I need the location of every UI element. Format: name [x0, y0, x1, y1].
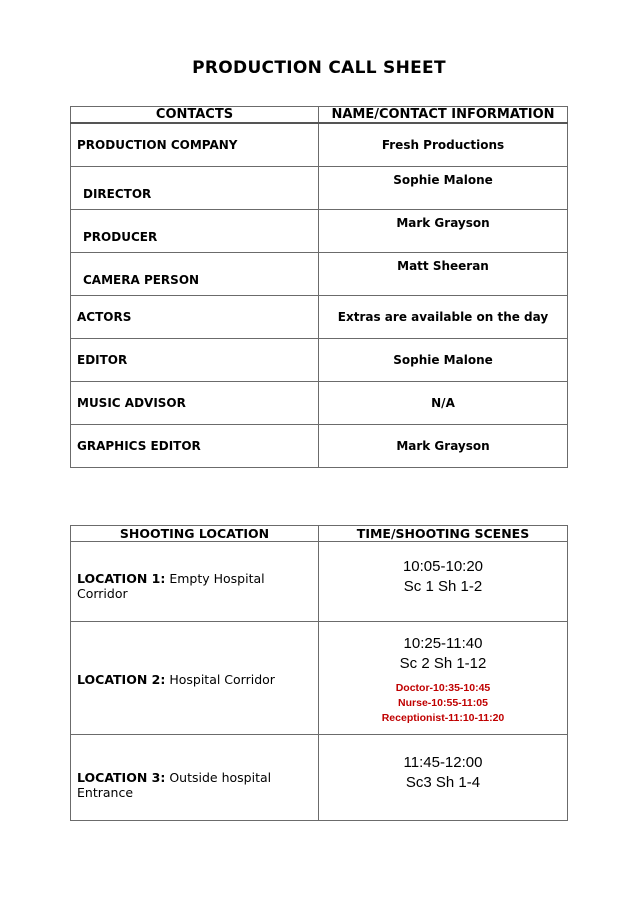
- locations-table: [70, 525, 568, 821]
- role-label: PRODUCTION COMPANY: [77, 138, 238, 152]
- role-label: ACTORS: [77, 310, 132, 324]
- time-cell: [319, 735, 568, 821]
- page-title: PRODUCTION CALL SHEET: [192, 58, 446, 78]
- location-place: Hospital Corridor: [169, 671, 275, 687]
- contact-value: Matt Sheeran: [397, 259, 489, 273]
- time-cell: [319, 622, 568, 735]
- contact-value: N/A: [431, 396, 455, 410]
- actor-time-note: Receptionist-11:10-11:20: [381, 712, 505, 724]
- table-row: [71, 296, 568, 339]
- table-row: [71, 542, 568, 622]
- table-row: [71, 735, 568, 821]
- location-label: LOCATION 1:: [77, 570, 166, 586]
- table-row: [71, 253, 568, 296]
- location-cell: [71, 542, 319, 622]
- location-cell: [71, 622, 319, 735]
- table-row: [71, 425, 568, 468]
- actor-time-note: Nurse-10:55-11:05: [398, 697, 488, 709]
- actor-times: [319, 681, 567, 726]
- contact-value: Sophie Malone: [393, 173, 493, 187]
- shooting-location-header: SHOOTING LOCATION: [71, 526, 319, 542]
- role-label: DIRECTOR: [83, 187, 152, 201]
- location-place: Empty Hospital Corridor: [77, 570, 265, 601]
- location-cell: [71, 735, 319, 821]
- time-range: 10:05-10:20: [402, 557, 484, 575]
- contact-value: Mark Grayson: [396, 439, 490, 453]
- table-row: [71, 123, 568, 167]
- contact-value: Fresh Productions: [381, 138, 505, 152]
- scene-shots: Sc3 Sh 1-4: [405, 773, 481, 791]
- scene-shots: Sc 1 Sh 1-2: [403, 577, 483, 595]
- role-label: EDITOR: [77, 353, 128, 367]
- locations-header-row: [71, 526, 568, 542]
- contact-value: Mark Grayson: [396, 216, 490, 230]
- time-range: 10:25-11:40: [403, 635, 483, 652]
- table-row: [71, 622, 568, 735]
- location-label: LOCATION 3:: [77, 769, 166, 785]
- time-scenes-header: TIME/SHOOTING SCENES: [319, 526, 568, 542]
- table-row: [71, 167, 568, 210]
- scene-shots: Sc 2 Sh 1-12: [399, 655, 487, 672]
- contacts-header-row: [71, 107, 568, 124]
- contact-value: Extras are available on the day: [337, 310, 549, 324]
- table-row: [71, 382, 568, 425]
- table-row: [71, 339, 568, 382]
- role-label: MUSIC ADVISOR: [77, 396, 186, 410]
- role-label: PRODUCER: [83, 230, 158, 244]
- time-range: 11:45-12:00: [403, 753, 483, 771]
- role-label: GRAPHICS EDITOR: [77, 439, 201, 453]
- contacts-header: CONTACTS: [71, 107, 319, 124]
- location-label: LOCATION 2:: [77, 671, 166, 687]
- location-place: Outside hospital Entrance: [77, 769, 272, 800]
- contact-value: Sophie Malone: [393, 353, 493, 367]
- time-cell: [319, 542, 568, 622]
- contacts-table: [70, 106, 568, 468]
- role-label: CAMERA PERSON: [83, 273, 200, 287]
- table-row: [71, 210, 568, 253]
- contact-info-header: NAME/CONTACT INFORMATION: [319, 107, 568, 124]
- actor-time-note: Doctor-10:35-10:45: [395, 682, 491, 694]
